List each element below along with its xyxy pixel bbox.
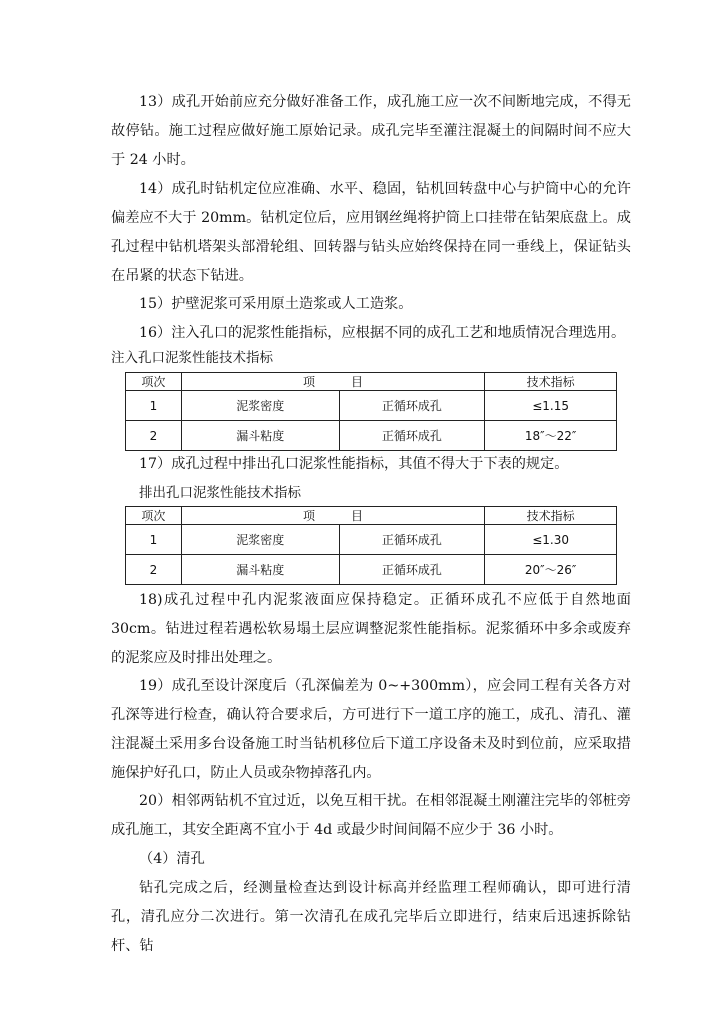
table-header-row bbox=[126, 507, 617, 525]
cell-no: 2 bbox=[126, 421, 182, 451]
cell-no: 1 bbox=[126, 525, 182, 555]
table-row bbox=[126, 555, 617, 585]
paragraph-20: 20）相邻两钻机不宜过近，以免互相干扰。在相邻混凝土刚灌注完毕的邻桩旁成孔施工，其安全距离不宜小于 4d 或最少时间间隔不应少于 36 小时。 bbox=[111, 793, 631, 838]
header-no: 项次 bbox=[126, 373, 182, 391]
header-item: 项 目 bbox=[181, 507, 484, 525]
cell-no: 2 bbox=[126, 555, 182, 585]
paragraph-16: 16）注入孔口的泥浆性能指标，应根据不同的成孔工艺和地质情况合理选用。 bbox=[139, 325, 626, 341]
cell-spec: 20″～26″ bbox=[485, 555, 617, 585]
cell-item: 泥浆密度 bbox=[181, 525, 339, 555]
table-row bbox=[126, 391, 617, 421]
cell-item: 泥浆密度 bbox=[181, 391, 339, 421]
cell-item: 漏斗粘度 bbox=[181, 421, 339, 451]
paragraph-15: 15）护壁泥浆可采用原土造浆或人工造浆。 bbox=[139, 296, 413, 312]
paragraph-clean-hole: 钻孔完成之后，经测量检查达到设计标高并经监理工程师确认，即可进行清孔，清孔应分二次进行。第一次清孔在成孔完毕后立即进行，结束后迅速拆除钻杆、钻 bbox=[111, 880, 631, 954]
cell-method: 正循环成孔 bbox=[339, 555, 485, 585]
table-row bbox=[126, 525, 617, 555]
cell-method: 正循环成孔 bbox=[339, 391, 485, 421]
table-row bbox=[126, 421, 617, 451]
header-item: 项 目 bbox=[181, 373, 484, 391]
cell-no: 1 bbox=[126, 391, 182, 421]
table-inlet-caption: 注入孔口泥浆性能技术指标 bbox=[111, 350, 273, 366]
paragraph-17: 17）成孔过程中排出孔口泥浆性能指标，其值不得大于下表的规定。 bbox=[139, 456, 569, 472]
table-header-row bbox=[126, 373, 617, 391]
cell-item: 漏斗粘度 bbox=[181, 555, 339, 585]
cell-method: 正循环成孔 bbox=[339, 421, 485, 451]
table-inlet-mud-specs bbox=[125, 372, 617, 451]
table-outlet-caption: 排出孔口泥浆性能技术指标 bbox=[139, 485, 301, 501]
paragraph-14: 14）成孔时钻机定位应准确、水平、稳固，钻机回转盘中心与护筒中心的允许偏差应不大于 20mm。钻机定位后，应用钢丝绳将护筒上口挂带在钻架底盘上。成孔过程中钻机塔架头部滑轮组、回转器与钻头应始终保持在同一垂线上，保证钻头在吊紧的状态下钻进。 bbox=[111, 181, 631, 284]
header-no: 项次 bbox=[126, 507, 182, 525]
table-outlet-mud-specs bbox=[125, 506, 617, 585]
paragraph-18: 18)成孔过程中孔内泥浆液面应保持稳定。正循环成孔不应低于自然地面 30cm。钻进过程若遇松软易塌土层应调整泥浆性能指标。泥浆循环中多余或废弃的泥浆应及时排出处理之。 bbox=[111, 592, 631, 666]
paragraph-19: 19）成孔至设计深度后（孔深偏差为 0~+300mm），应会同工程有关各方对孔深等进行检查，确认符合要求后，方可进行下一道工序的施工，成孔、清孔、灌注混凝土采用多台设备施工时当钻机移位后下道工序设备未及时到位前，应采取措施保护好孔口，防止人员或杂物掉落孔内。 bbox=[111, 678, 631, 781]
cell-spec: ≤1.15 bbox=[485, 391, 617, 421]
header-spec: 技术指标 bbox=[485, 373, 617, 391]
cell-method: 正循环成孔 bbox=[339, 525, 485, 555]
cell-spec: ≤1.30 bbox=[485, 525, 617, 555]
section-heading-clean-hole: （4）清孔 bbox=[139, 851, 205, 867]
header-spec: 技术指标 bbox=[485, 507, 617, 525]
paragraph-13: 13）成孔开始前应充分做好准备工作，成孔施工应一次不间断地完成，不得无故停钻。施工过程应做好施工原始记录。成孔完毕至灌注混凝土的间隔时间不应大于 24 小时。 bbox=[111, 94, 631, 168]
cell-spec: 18″～22″ bbox=[485, 421, 617, 451]
